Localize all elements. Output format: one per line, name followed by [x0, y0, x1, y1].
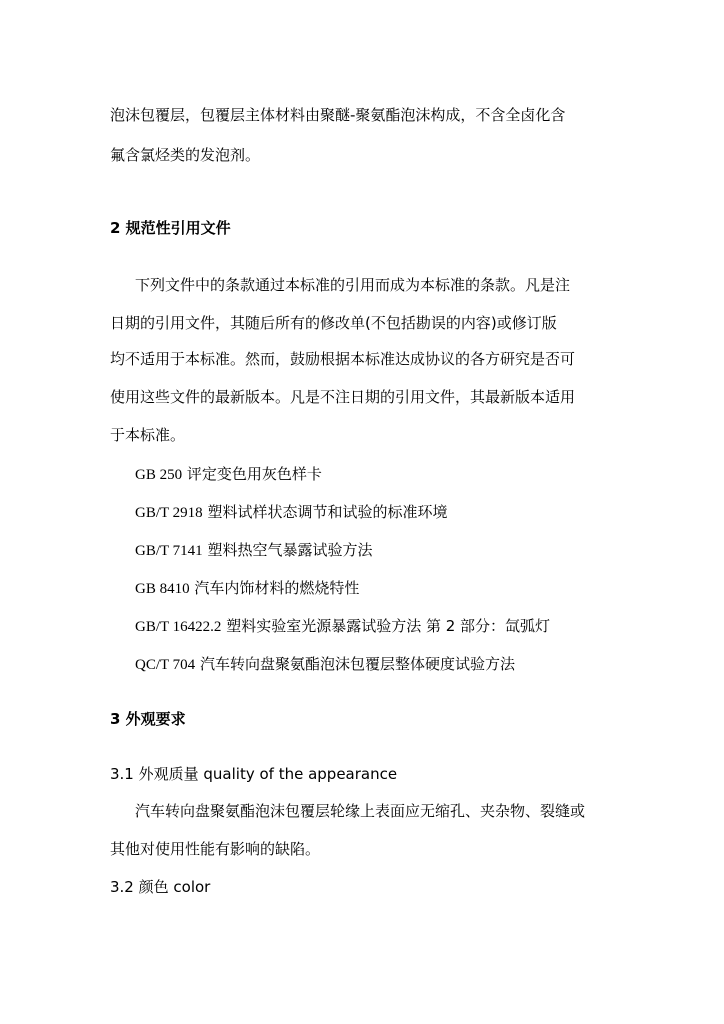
ref-code: QC/T 704	[135, 657, 196, 673]
ref-code: GB/T 2918	[135, 505, 203, 521]
ref-item	[135, 616, 550, 637]
section-3-1-para-line-2: 其他对使用性能有影响的缺陷。	[110, 840, 321, 858]
intro-line-2: 氟含氯烃类的发泡剂。	[110, 146, 261, 164]
ref-code: GB/T 7141	[135, 543, 203, 559]
section-2-para-line-3: 均不适用于本标准。然而，鼓励根据本标准达成协议的各方研究是否可	[110, 350, 576, 368]
ref-code: GB/T 16422.2	[135, 619, 222, 635]
section-3-2-heading: 3.2 颜色 color	[110, 878, 211, 896]
intro-line-1: 泡沫包覆层，包覆层主体材料由聚醚-聚氨酯泡沫构成，不含全卤化含	[110, 106, 566, 124]
ref-title: 评定变色用灰色样卡	[186, 465, 322, 483]
section-3-heading: 3 外观要求	[110, 710, 186, 728]
ref-item	[135, 464, 322, 485]
ref-title: 汽车内饰材料的燃烧特性	[194, 579, 360, 597]
section-2-para-line-2: 日期的引用文件，其随后所有的修改单(不包括勘误的内容)或修订版	[110, 314, 557, 332]
section-2-heading: 2 规范性引用文件	[110, 219, 231, 237]
ref-item	[135, 540, 372, 561]
section-2-para-line-1: 下列文件中的条款通过本标准的引用而成为本标准的条款。凡是注	[135, 276, 571, 294]
ref-title: 塑料实验室光源暴露试验方法 第 2 部分：氙弧灯	[226, 617, 551, 635]
ref-title: 汽车转向盘聚氨酯泡沫包覆层整体硬度试验方法	[199, 655, 515, 673]
ref-title: 塑料试样状态调节和试验的标准环境	[207, 503, 448, 521]
section-2-para-line-5: 于本标准。	[110, 426, 186, 444]
section-3-1-para-line-1: 汽车转向盘聚氨酯泡沫包覆层轮缘上表面应无缩孔、夹杂物、裂缝或	[135, 802, 586, 820]
ref-item	[135, 502, 447, 523]
ref-item	[135, 654, 515, 675]
section-2-para-line-4: 使用这些文件的最新版本。凡是不注日期的引用文件，其最新版本适用	[110, 388, 576, 406]
section-3-1-heading: 3.1 外观质量 quality of the appearance	[110, 765, 398, 783]
ref-code: GB 8410	[135, 581, 190, 597]
ref-code: GB 250	[135, 467, 183, 483]
ref-title: 塑料热空气暴露试验方法	[207, 541, 373, 559]
ref-item	[135, 578, 359, 599]
